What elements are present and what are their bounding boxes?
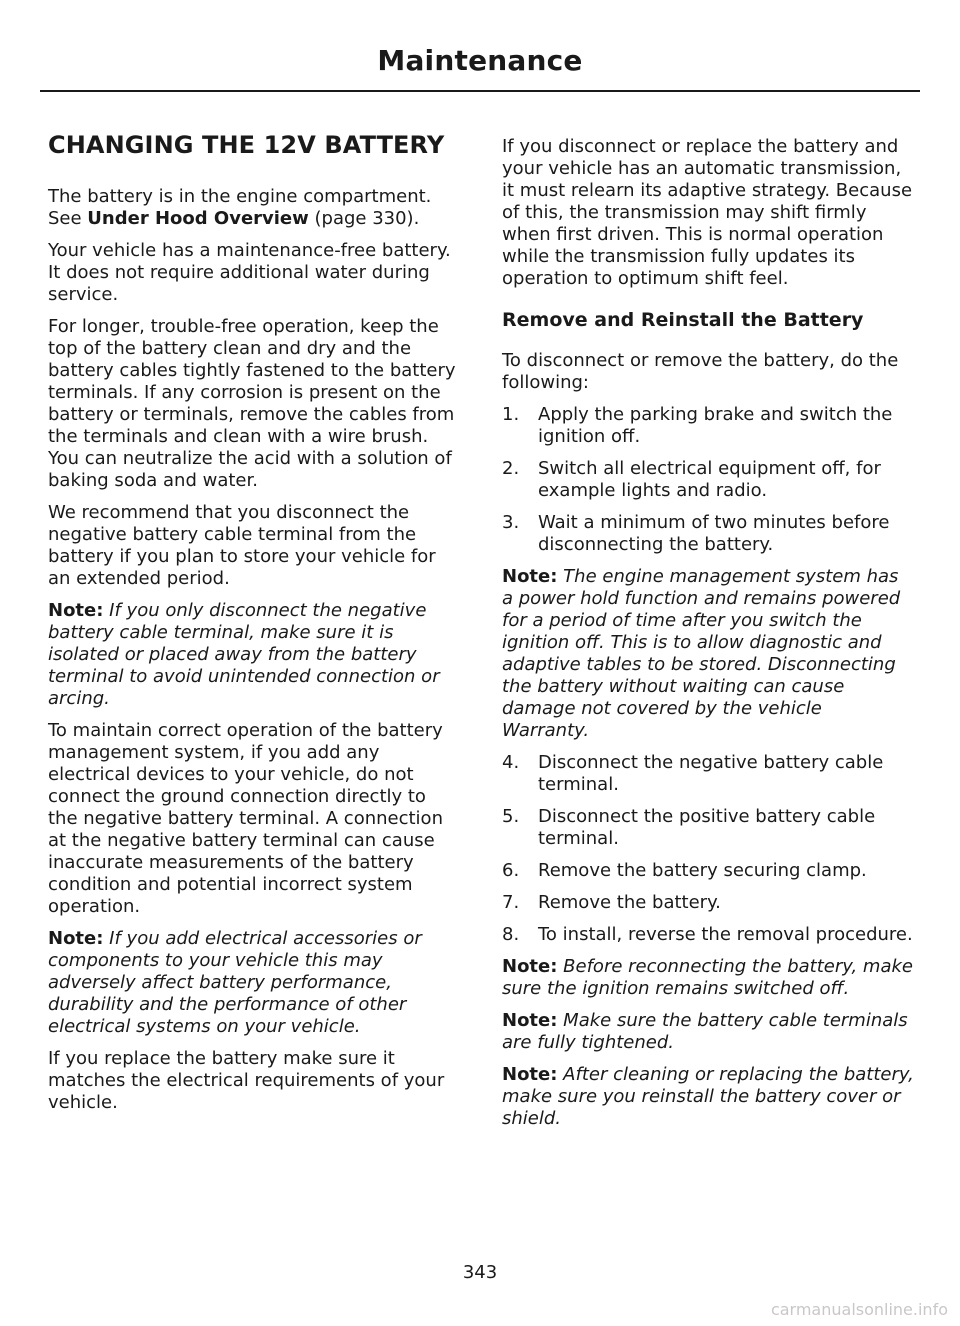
note-ignition-off <box>502 956 914 1000</box>
step-number: 4. <box>502 752 520 773</box>
note-terminals-tightened <box>502 1010 914 1054</box>
list-item <box>502 458 914 502</box>
note-text: Before reconnecting the battery, make sure the ignition remains switched off. <box>502 956 913 999</box>
steps-list-2 <box>502 752 914 946</box>
list-item <box>502 924 914 946</box>
list-item <box>502 752 914 796</box>
list-item <box>502 892 914 914</box>
page-number: 343 <box>462 1262 498 1283</box>
note-label: Note: <box>48 600 104 621</box>
steps-list-1 <box>502 404 914 556</box>
paragraph-location <box>48 186 460 230</box>
list-item <box>502 806 914 850</box>
step-text: Wait a minimum of two minutes before disconnecting the battery. <box>538 512 890 555</box>
paragraph-battery-management: To maintain correct operation of the battery management system, if you add any electrical devices to your vehicle, do not connect the ground connection directly to the negative battery terminal. A connection at the negative battery terminal can cause inaccurate measurements of the battery condition and potential incorrect system operation. <box>48 720 443 917</box>
note-label: Note: <box>502 566 558 587</box>
step-text: Disconnect the negative battery cable terminal. <box>538 752 884 795</box>
list-item <box>502 512 914 556</box>
note-text: If you only disconnect the negative battery cable terminal, make sure it is isolated or placed away from the battery terminal to avoid unintended connection or arcing. <box>48 600 440 709</box>
paragraph-transmission: If you disconnect or replace the battery and your vehicle has an automatic transmission, it must relearn its adaptive strategy. Because of this, the transmission may shift firmly when first driven. This is normal operation while the transmission fully updates its operation to optimum shift feel. <box>502 136 913 289</box>
page-reference: (page 330). <box>308 208 420 229</box>
left-column <box>48 130 460 1124</box>
note-accessories <box>48 928 460 1038</box>
watermark: carmanualsonline.info <box>770 1300 948 1319</box>
step-number: 2. <box>502 458 520 479</box>
subsection-heading: Remove and Reinstall the Battery <box>502 309 864 331</box>
note-label: Note: <box>502 956 558 977</box>
page-header-title: Maintenance <box>377 44 583 77</box>
paragraph-storage: We recommend that you disconnect the negative battery cable terminal from the battery if you plan to store your vehicle for an extended period. <box>48 502 436 589</box>
step-text: Remove the battery securing clamp. <box>538 860 867 881</box>
header-divider <box>40 90 920 92</box>
note-reinstall-cover <box>502 1064 914 1130</box>
note-text: The engine management system has a power hold function and remains powered for a period of time after you switch the ignition off. This is to allow diagnostic and adaptive tables to be stored. Disconnecting the battery without waiting can cause damage not covered by the vehicle Warranty. <box>502 566 901 741</box>
step-text: Remove the battery. <box>538 892 721 913</box>
paragraph-procedure-intro: To disconnect or remove the battery, do the following: <box>502 350 899 393</box>
step-number: 6. <box>502 860 520 881</box>
note-label: Note: <box>502 1010 558 1031</box>
right-column <box>502 136 914 1140</box>
step-text: Disconnect the positive battery cable terminal. <box>538 806 876 849</box>
step-number: 3. <box>502 512 520 533</box>
note-text: After cleaning or replacing the battery, make sure you reinstall the battery cover or shield. <box>502 1064 914 1129</box>
note-label: Note: <box>502 1064 558 1085</box>
paragraph-care: For longer, trouble-free operation, keep the top of the battery clean and dry and the battery cables tightly fastened to the battery terminals. If any corrosion is present on the battery or terminals, remove the cables from the terminals and clean with a wire brush. You can neutralize the acid with a solution of baking soda and water. <box>48 316 456 491</box>
note-text: Make sure the battery cable terminals are fully tightened. <box>502 1010 908 1053</box>
step-text: To install, reverse the removal procedure. <box>538 924 913 945</box>
paragraph-maintenance-free: Your vehicle has a maintenance-free battery. It does not require additional water during service. <box>48 240 451 305</box>
step-number: 5. <box>502 806 520 827</box>
paragraph-replacement: If you replace the battery make sure it matches the electrical requirements of your vehicle. <box>48 1048 445 1113</box>
under-hood-overview-link[interactable]: Under Hood Overview <box>87 208 309 229</box>
step-number: 8. <box>502 924 520 945</box>
note-text: If you add electrical accessories or components to your vehicle this may adversely affect battery performance, durability and the performance of other electrical systems on your vehicle. <box>48 928 422 1037</box>
step-text: Switch all electrical equipment off, for example lights and radio. <box>538 458 881 501</box>
step-number: 1. <box>502 404 520 425</box>
step-text: Apply the parking brake and switch the ignition off. <box>538 404 893 447</box>
note-power-hold <box>502 566 914 742</box>
step-number: 7. <box>502 892 520 913</box>
note-isolate-terminal <box>48 600 460 710</box>
note-label: Note: <box>48 928 104 949</box>
paragraph-location-text: The battery is in the engine compartment. See <box>48 186 432 229</box>
list-item <box>502 404 914 448</box>
section-heading: CHANGING THE 12V BATTERY <box>48 131 445 159</box>
list-item <box>502 860 914 882</box>
